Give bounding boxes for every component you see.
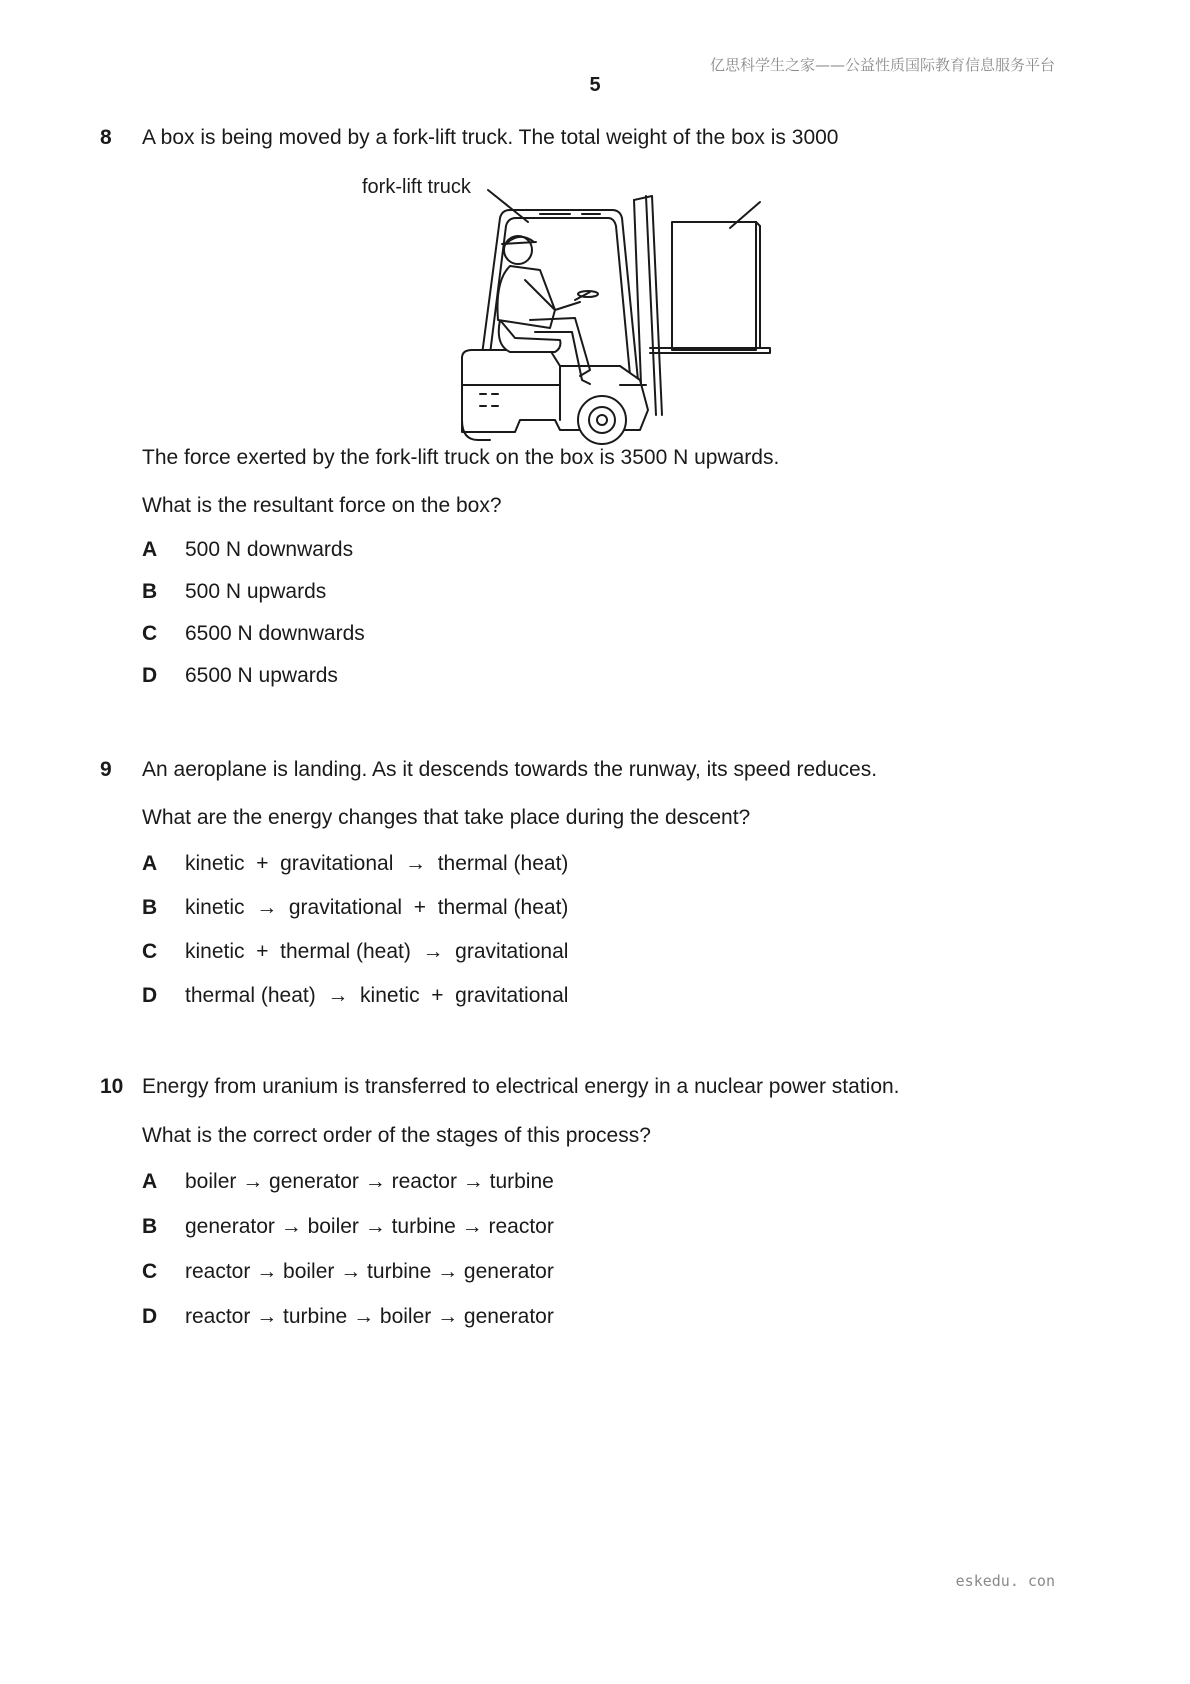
q8-option-c-letter: C — [142, 622, 158, 645]
q8-option-d-text: 6500 N upwards — [185, 664, 338, 687]
header-watermark: 亿思科学生之家——公益性质国际教育信息服务平台 — [709, 56, 1055, 74]
forklift-label: fork-lift truck — [362, 176, 471, 198]
q9-option-d-text: thermal (heat) → kinetic + gravitational — [185, 984, 569, 1007]
q10-option-c-letter: C — [142, 1260, 158, 1283]
q10-option-d-letter: D — [142, 1305, 158, 1328]
q9-option-c-text: kinetic + thermal (heat) → gravitational — [185, 940, 569, 963]
forklift-figure — [350, 170, 800, 460]
q10-option-d-text: reactor → turbine → boiler → generator — [185, 1305, 554, 1328]
q9-option-b-letter: B — [142, 896, 158, 919]
question-9-number: 9 — [100, 758, 112, 781]
q8-option-a-text: 500 N downwards — [185, 538, 354, 561]
page-number: 5 — [589, 74, 601, 96]
q9-option-a-text: kinetic + gravitational → thermal (heat) — [185, 852, 569, 875]
forklift-illustration — [350, 170, 800, 460]
q10-option-a-letter: A — [142, 1170, 158, 1193]
q8-option-b-text: 500 N upwards — [185, 580, 327, 603]
q9-option-b-text: kinetic → gravitational + thermal (heat) — [185, 896, 569, 919]
q8-option-a-letter: A — [142, 538, 158, 561]
q9-option-c-letter: C — [142, 940, 158, 963]
q9-option-d-letter: D — [142, 984, 158, 1007]
question-10-number: 10 — [100, 1075, 124, 1098]
q10-option-b-letter: B — [142, 1215, 158, 1238]
footer-watermark: eskedu. con — [955, 1572, 1055, 1590]
q10-option-c-text: reactor → boiler → turbine → generator — [185, 1260, 554, 1283]
question-9-question: What are the energy changes that take place during the descent? — [142, 806, 751, 829]
q9-option-a-letter: A — [142, 852, 158, 875]
question-8-stem: A box is being moved by a fork-lift truck. The total weight of the box is 3000 — [142, 126, 839, 149]
question-8-number: 8 — [100, 126, 112, 149]
question-8-line1: The force exerted by the fork-lift truck on the box is 3500 N upwards. — [142, 446, 780, 469]
q8-option-c-text: 6500 N downwards — [185, 622, 365, 645]
question-10-question: What is the correct order of the stages of this process? — [142, 1124, 651, 1147]
q8-option-b-letter: B — [142, 580, 158, 603]
question-8-question: What is the resultant force on the box? — [142, 494, 502, 517]
question-10-stem: Energy from uranium is transferred to electrical energy in a nuclear power station. — [142, 1075, 900, 1098]
q8-option-d-letter: D — [142, 664, 158, 687]
question-9-stem: An aeroplane is landing. As it descends towards the runway, its speed reduces. — [142, 758, 878, 781]
q10-option-a-text: boiler → generator → reactor → turbine — [185, 1170, 554, 1193]
q10-option-b-text: generator → boiler → turbine → reactor — [185, 1215, 554, 1238]
